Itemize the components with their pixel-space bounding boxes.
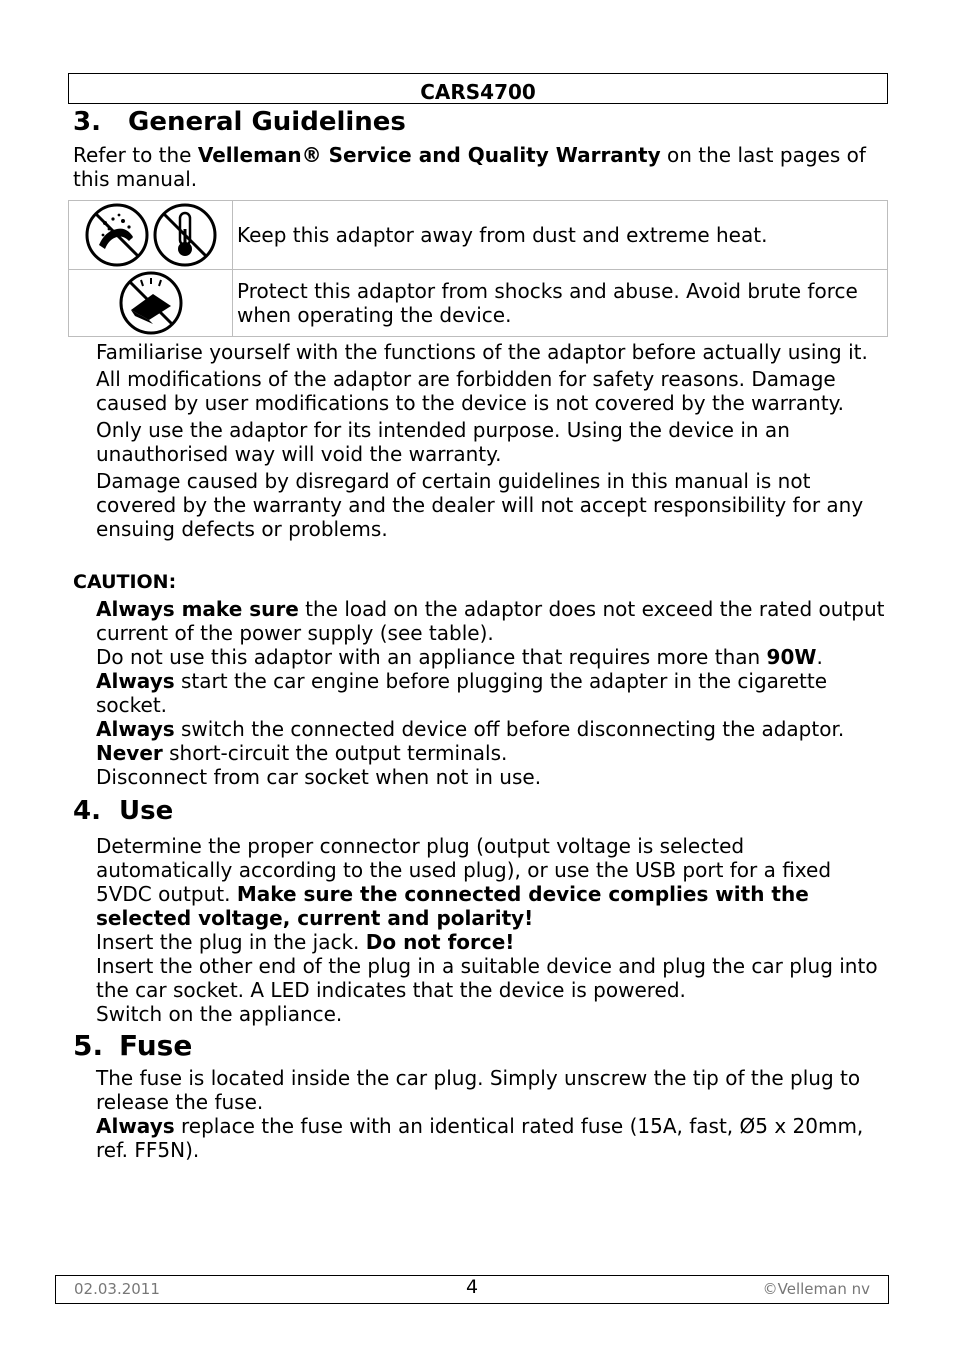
list-item — [96, 645, 886, 669]
fuse-text: replace the fuse with an identical rated fuse (15A, fast, Ø5 x 20mm, ref. FF5N). — [96, 1114, 864, 1162]
use-text: Insert the plug in the jack. — [96, 930, 366, 954]
emphasis: Always — [96, 717, 175, 741]
intro-text-post: on the last pages of this manual. — [73, 143, 866, 191]
list-item: The fuse is located inside the car plug. Simply unscrew the tip of the plug to release the fuse. — [96, 1066, 861, 1114]
fuse-instructions — [96, 1066, 886, 1162]
caution-list — [96, 597, 886, 789]
page-footer — [55, 1275, 889, 1304]
caution-text: start the car engine before plugging the adapter in the cigarette socket. — [96, 669, 828, 717]
caution-text: switch the connected device off before disconnecting the adaptor. — [174, 717, 845, 741]
use-text: Determine the proper connector plug (output voltage is selected automatically according to the used plug), or use the USB port for a fixed 5VDC output. — [96, 834, 832, 906]
emphasis: Never — [96, 741, 163, 765]
emphasis: 90W — [766, 645, 817, 669]
icon-cell — [69, 201, 233, 270]
section-3-title: General Guidelines — [128, 107, 406, 137]
caution-text: the load on the adaptor does not exceed the rated output current of the power supply (see table). — [96, 597, 885, 645]
section-4-heading — [73, 796, 173, 826]
list-item — [96, 597, 886, 645]
no-dust-icon — [87, 205, 147, 265]
shock-warning: Protect this adaptor from shocks and abuse. Avoid brute force when operating the device. — [233, 270, 888, 337]
section-5-number: 5. — [73, 1029, 104, 1062]
use-instructions — [96, 834, 886, 1026]
section-5-title: Fuse — [119, 1029, 193, 1062]
model-header — [68, 73, 888, 104]
section-3-intro — [73, 143, 883, 191]
icon-cell — [69, 270, 233, 337]
no-heat-icon — [155, 205, 215, 265]
caution-text: short-circuit the output terminals. — [162, 741, 508, 765]
emphasis: Always — [96, 1114, 175, 1138]
table-row — [69, 201, 888, 270]
list-item: Only use the adaptor for its intended purpose. Using the device in an unauthorised way will void the warranty. — [96, 418, 790, 466]
no-dust-no-heat-icons — [83, 201, 219, 269]
list-item — [96, 834, 886, 930]
footer-copyright: ©Velleman nv — [762, 1280, 870, 1298]
list-item — [96, 741, 886, 765]
caution-text: Disconnect from car socket when not in use. — [96, 765, 542, 789]
emphasis: Make sure the connected device complies with the selected voltage, current and polarity! — [96, 882, 809, 930]
warranty-reference: Velleman® Service and Quality Warranty — [197, 143, 661, 167]
list-item: Damage caused by disregard of certain guidelines in this manual is not covered by the warranty and the dealer will not accept responsibility for any ensuing defects or problems. — [96, 469, 864, 541]
list-item: All modifications of the adaptor are forbidden for safety reasons. Damage caused by user modifications to the device is not covered by the warranty. — [96, 367, 844, 415]
page-number: 4 — [465, 1276, 479, 1298]
caution-text: Do not use this adaptor with an appliance that requires more than — [96, 645, 767, 669]
guidelines-list — [96, 340, 886, 541]
emphasis: Always make sure — [96, 597, 299, 621]
list-item — [96, 930, 886, 954]
list-item — [96, 1114, 886, 1162]
table-row — [69, 270, 888, 337]
section-3-number: 3. — [73, 107, 101, 137]
list-item — [96, 765, 886, 789]
dust-heat-warning: Keep this adaptor away from dust and extreme heat. — [233, 201, 888, 270]
emphasis: Do not force! — [365, 930, 515, 954]
list-item: Insert the other end of the plug in a suitable device and plug the car plug into the car socket. A LED indicates that the device is powered. — [96, 954, 878, 1002]
list-item: Switch on the appliance. — [96, 1002, 343, 1026]
no-shock-icon — [117, 270, 185, 336]
section-5-heading — [73, 1031, 192, 1061]
list-item — [96, 669, 886, 717]
list-item — [96, 717, 886, 741]
model-name: CARS4700 — [420, 80, 536, 104]
caution-text: . — [816, 645, 823, 669]
footer-date: 02.03.2011 — [74, 1280, 160, 1298]
safety-icons-table — [68, 200, 888, 337]
caution-label: CAUTION: — [73, 571, 177, 593]
intro-text-pre: Refer to the — [73, 143, 198, 167]
section-4-number: 4. — [73, 796, 101, 826]
section-4-title: Use — [119, 796, 174, 826]
emphasis: Always — [96, 669, 175, 693]
list-item: Familiarise yourself with the functions of the adaptor before actually using it. — [96, 340, 868, 364]
section-3-heading — [73, 107, 406, 137]
